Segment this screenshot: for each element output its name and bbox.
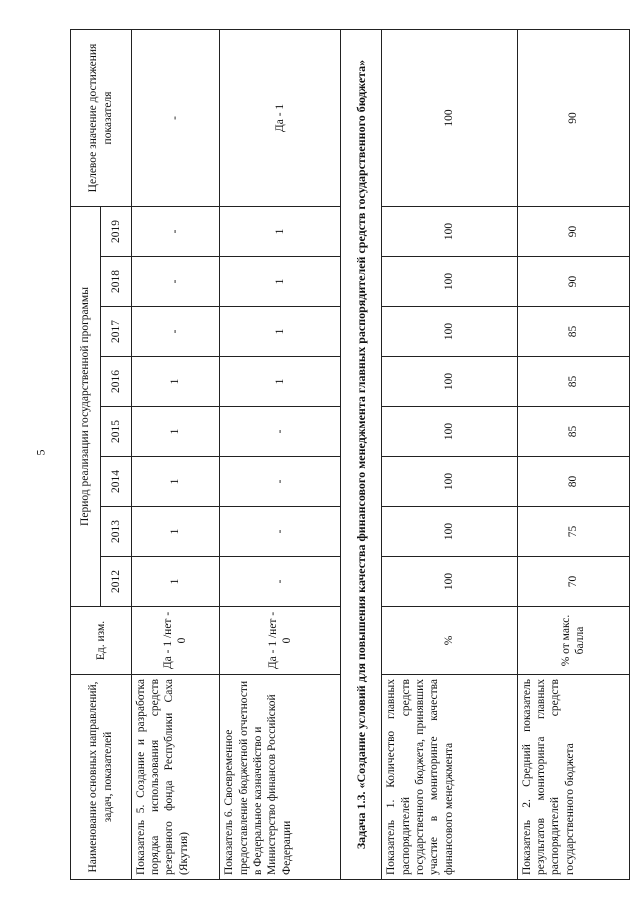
- page-number: 5: [33, 449, 48, 456]
- header-row-1: [71, 29, 101, 879]
- rotated-table-wrapper: [70, 30, 630, 880]
- year-cell: 2016: [101, 357, 131, 407]
- value-cell: 85: [517, 307, 630, 357]
- value-cell: 1: [131, 557, 220, 607]
- year-cell: 2018: [101, 257, 131, 307]
- value-cell: 1: [220, 307, 341, 357]
- value-cell: -: [220, 457, 341, 507]
- unit-cell: %: [382, 607, 517, 675]
- value-cell: 100: [382, 457, 517, 507]
- year-cell: 2019: [101, 206, 131, 256]
- value-cell: -: [131, 307, 220, 357]
- value-cell: 100: [382, 257, 517, 307]
- header-target: Целевое значение достижения показателя: [71, 29, 132, 206]
- value-cell: 90: [517, 206, 630, 256]
- year-cell: 2013: [101, 507, 131, 557]
- year-cell: 2012: [101, 557, 131, 607]
- value-cell: 85: [517, 357, 630, 407]
- value-cell: 1: [220, 357, 341, 407]
- year-cell: 2014: [101, 457, 131, 507]
- value-cell: 1: [131, 357, 220, 407]
- section-title: Задача 1.3. «Создание условий для повышения качества финансового менеджмента главных распорядителей средств государственного бюджета»: [341, 29, 382, 879]
- target-cell: Да - 1: [220, 29, 341, 206]
- unit-cell: Да - 1 /нет - 0: [220, 607, 341, 675]
- value-cell: 100: [382, 357, 517, 407]
- value-cell: 100: [382, 407, 517, 457]
- indicator-name: Показатель 5. Создание и разработка порядка использования средств резервного фонда Республики Саха (Якутия): [131, 675, 220, 880]
- year-cell: 2015: [101, 407, 131, 457]
- year-cell: 2017: [101, 307, 131, 357]
- table-row: [517, 29, 630, 879]
- value-cell: -: [131, 257, 220, 307]
- target-cell: 100: [382, 29, 517, 206]
- program-indicators-table: [70, 29, 630, 880]
- value-cell: 100: [382, 507, 517, 557]
- value-cell: 85: [517, 407, 630, 457]
- target-cell: 90: [517, 29, 630, 206]
- section-row: [341, 29, 382, 879]
- value-cell: -: [131, 206, 220, 256]
- table-row: [220, 29, 341, 879]
- value-cell: 1: [220, 206, 341, 256]
- value-cell: -: [220, 557, 341, 607]
- indicator-name: Показатель 2. Средний показатель результатов мониторинга главных распорядителей средств государственного бюджета: [517, 675, 630, 880]
- table-row: [382, 29, 517, 879]
- indicator-name: Показатель 1. Количество главных распорядителей средств государственного бюджета, принявших участие в мониторинге качества финансового менеджмента: [382, 675, 517, 880]
- value-cell: 1: [131, 507, 220, 557]
- value-cell: -: [220, 407, 341, 457]
- value-cell: 1: [131, 457, 220, 507]
- unit-cell: Да - 1 /нет - 0: [131, 607, 220, 675]
- value-cell: 75: [517, 507, 630, 557]
- value-cell: -: [220, 507, 341, 557]
- table-row: [131, 29, 220, 879]
- value-cell: 100: [382, 307, 517, 357]
- indicator-name: Показатель 6. Своевременное предоставление бюджетной отчетности в Федеральное казначейство и Министерство финансов Российской Федерации: [220, 675, 341, 880]
- value-cell: 80: [517, 457, 630, 507]
- value-cell: 100: [382, 206, 517, 256]
- target-cell: -: [131, 29, 220, 206]
- value-cell: 100: [382, 557, 517, 607]
- value-cell: 1: [220, 257, 341, 307]
- value-cell: 90: [517, 257, 630, 307]
- unit-cell: % от макс. балла: [517, 607, 630, 675]
- value-cell: 70: [517, 557, 630, 607]
- value-cell: 1: [131, 407, 220, 457]
- header-period: Период реализации государственной программы: [71, 206, 101, 606]
- header-name: Наименование основных направлений, задач, показателей: [71, 675, 132, 880]
- header-unit: Ед. изм.: [71, 607, 132, 675]
